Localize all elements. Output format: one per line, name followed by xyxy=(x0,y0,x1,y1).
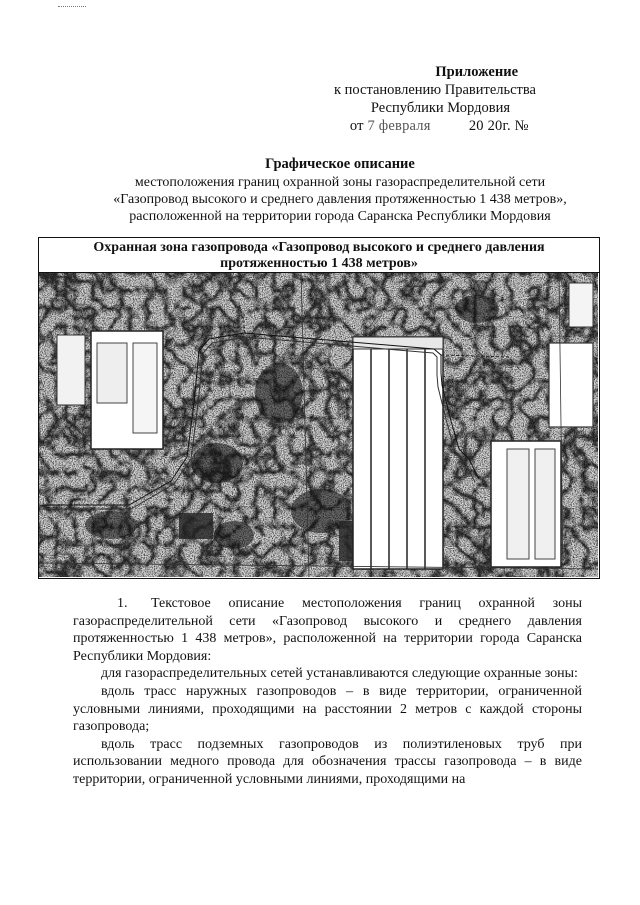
graphic-description-line: «Газопровод высокого и среднего давления протяженностью 1 438 метров», xyxy=(113,192,567,207)
paragraph-text: Текстовое описание местоположения границ охранной зоны газораспределительной сети «Газопровод высокого и среднего давления протяженностью 1 438 метров», расположенной на территории города Саранска Республики Мордовия: xyxy=(73,596,582,664)
date-day: 7 xyxy=(367,118,375,134)
paragraph-item-1 xyxy=(73,595,582,665)
date-prefix: от xyxy=(349,118,364,134)
dark-structure xyxy=(339,521,353,561)
aerial-map xyxy=(39,273,598,577)
number-label: № xyxy=(514,118,529,134)
graphic-description-title: Графическое описание xyxy=(265,156,415,172)
item-number: 1. xyxy=(117,596,128,611)
scan-artifact xyxy=(58,6,86,8)
paragraph: для газораспределительных сетей устанавливаются следующие охранные зоны: xyxy=(101,666,578,682)
text-description xyxy=(73,595,582,789)
paragraph: вдоль трасс наружных газопроводов – в виде территории, ограниченной условными линиями, проходящими на расстоянии 2 метров с каждой стороны газопровода; xyxy=(73,683,582,735)
graphic-description-line: расположенной на территории города Саранска Республики Мордовия xyxy=(129,209,551,224)
appendix-date-line xyxy=(334,117,544,135)
building-hangars xyxy=(353,337,443,569)
appendix-republic-line: Республики Мордовия xyxy=(370,100,510,116)
date-month: февраля xyxy=(378,118,431,134)
map-caption: Охранная зона газопровода «Газопровод высокого и среднего давления протяженностью 1 438 метров» xyxy=(39,238,599,273)
appendix-resolution-line: к постановлению Правительства xyxy=(334,82,536,98)
paragraph: вдоль трасс подземных газопроводов из полиэтиленовых труб при использовании медного провода для обозначения трассы газопровода – в виде территории, ограниченной условными линиями, проходящими на xyxy=(73,736,582,787)
graphic-description-line: местоположения границ охранной зоны газораспределительной сети xyxy=(134,175,546,190)
date-year: 20 20г. xyxy=(468,118,511,134)
dark-structure xyxy=(179,513,213,539)
map-frame xyxy=(38,237,600,579)
graphic-description-heading xyxy=(60,156,620,225)
appendix-header xyxy=(334,63,544,135)
appendix-title: Приложение xyxy=(435,64,518,80)
